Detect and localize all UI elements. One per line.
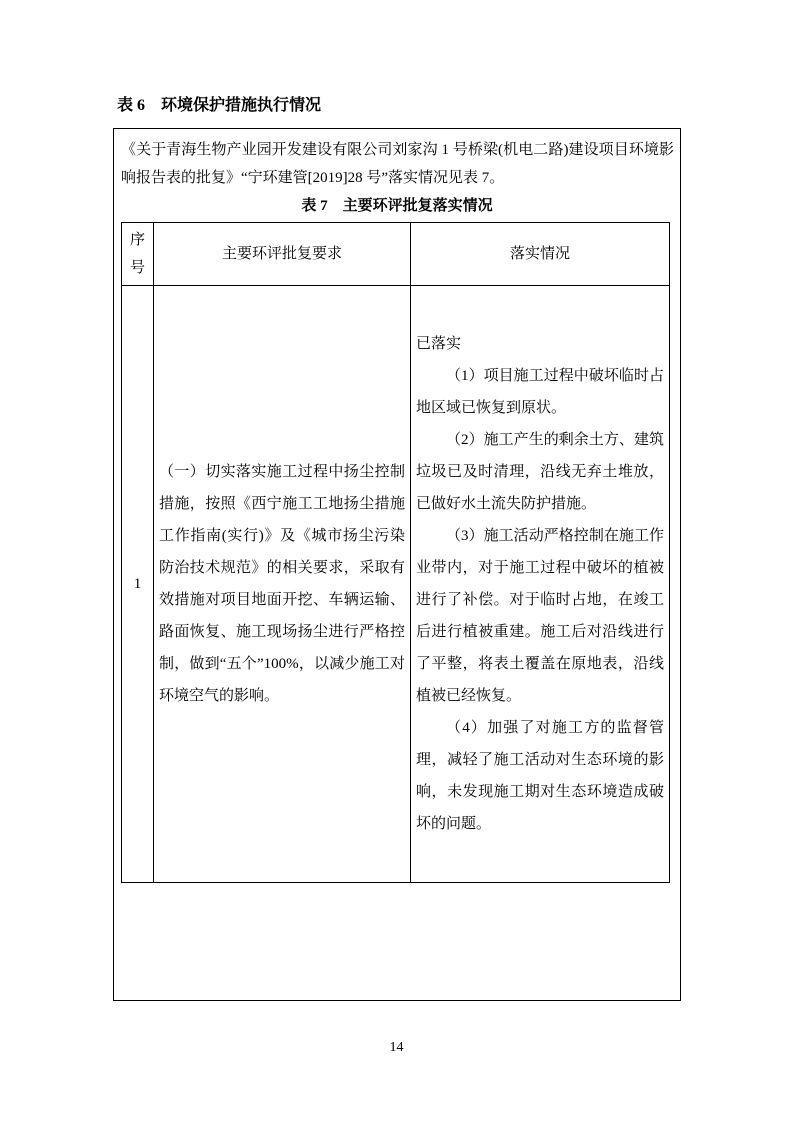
report-frame (113, 128, 681, 1001)
col-header-index: 序号 (122, 223, 154, 286)
approval-intro-paragraph: 《关于青海生物产业园开发建设有限公司刘家沟 1 号桥梁(机电二路)建设项目环境影响报告表的批复》“宁环建管[2019]28 号”落实情况见表 7。 (121, 142, 674, 186)
implementation-item: （2）施工产生的剩余土方、建筑垃圾已及时清理，沿线无弃土堆放，已做好水土流失防护措施。 (416, 432, 664, 512)
table7 (121, 222, 670, 883)
implementation-item: （4）加强了对施工方的监督管理，减轻了施工活动对生态环境的影响，未发现施工期对生态环境造成破坏的问题。 (416, 720, 664, 832)
col-header-implementation: 落实情况 (411, 223, 670, 286)
implementation-cell (411, 286, 670, 883)
table7-caption: 表 7 主要环评批复落实情况 (301, 198, 493, 214)
table-row (122, 286, 670, 883)
requirement-cell: （一）切实落实施工过程中扬尘控制措施，按照《西宁施工工地扬尘措施工作指南(实行)》及《城市扬尘污染防治技术规范》的相关要求，采取有效措施对项目地面开挖、车辆运输、路面恢复、施工现场扬尘进行严格控制，做到“五个”100%，以减少施工对环境空气的影响。 (154, 286, 411, 883)
implementation-item: （3）施工活动严格控制在施工作业带内，对于施工过程中破坏的植被进行了补偿。对于临时占地，在竣工后进行植被重建。施工后对沿线进行了平整，将表土覆盖在原地表，沿线植被已经恢复。 (416, 528, 664, 704)
table6-caption: 表 6 环境保护措施执行情况 (117, 97, 322, 114)
table7-header-row (122, 223, 670, 286)
implementation-item: （1）项目施工过程中破坏临时占地区域已恢复到原状。 (416, 368, 664, 416)
col-header-requirement: 主要环评批复要求 (154, 223, 411, 286)
page-number: 14 (389, 1040, 404, 1055)
index-cell: 1 (122, 286, 154, 883)
implementation-status: 已落实 (416, 336, 462, 352)
